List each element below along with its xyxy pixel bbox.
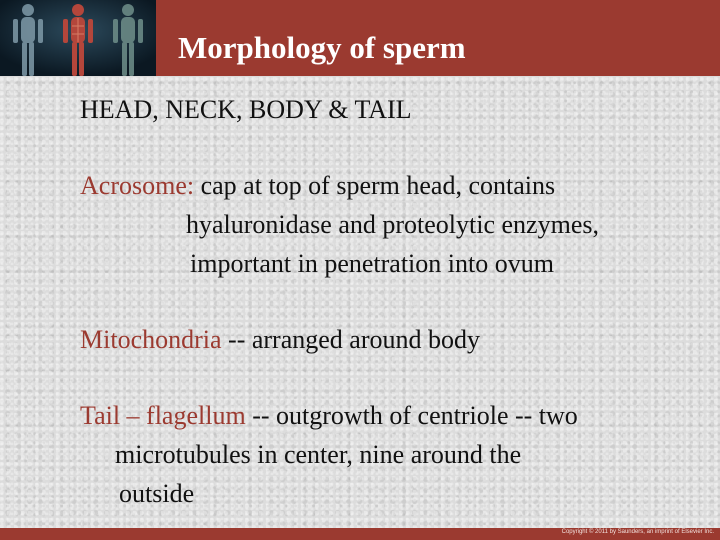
acrosome-line-3: important in penetration into ovum <box>190 249 554 278</box>
mitochondria-text: -- arranged around body <box>221 325 480 354</box>
tail-line-1 <box>80 396 578 435</box>
acrosome-line-1 <box>80 166 555 205</box>
mitochondria-line <box>80 320 480 359</box>
acrosome-text-1: cap at top of sperm head, contains <box>194 171 556 200</box>
acrosome-term: Acrosome: <box>80 171 195 200</box>
slide-title: Morphology of sperm <box>178 30 466 65</box>
mitochondria-term: Mitochondria <box>80 325 222 354</box>
anatomy-figures-image <box>0 0 156 76</box>
tail-text-1: -- outgrowth of centriole -- two <box>245 401 578 430</box>
tail-term: Tail – flagellum <box>80 401 246 430</box>
parts-heading: HEAD, NECK, BODY & TAIL <box>80 95 412 124</box>
acrosome-line-2: hyaluronidase and proteolytic enzymes, <box>186 210 599 239</box>
tail-line-2: microtubules in center, nine around the <box>115 440 522 469</box>
copyright-notice: Copyright © 2011 by Saunders, an imprint of Elsevier Inc. <box>561 529 714 535</box>
tail-line-3: outside <box>119 479 195 508</box>
